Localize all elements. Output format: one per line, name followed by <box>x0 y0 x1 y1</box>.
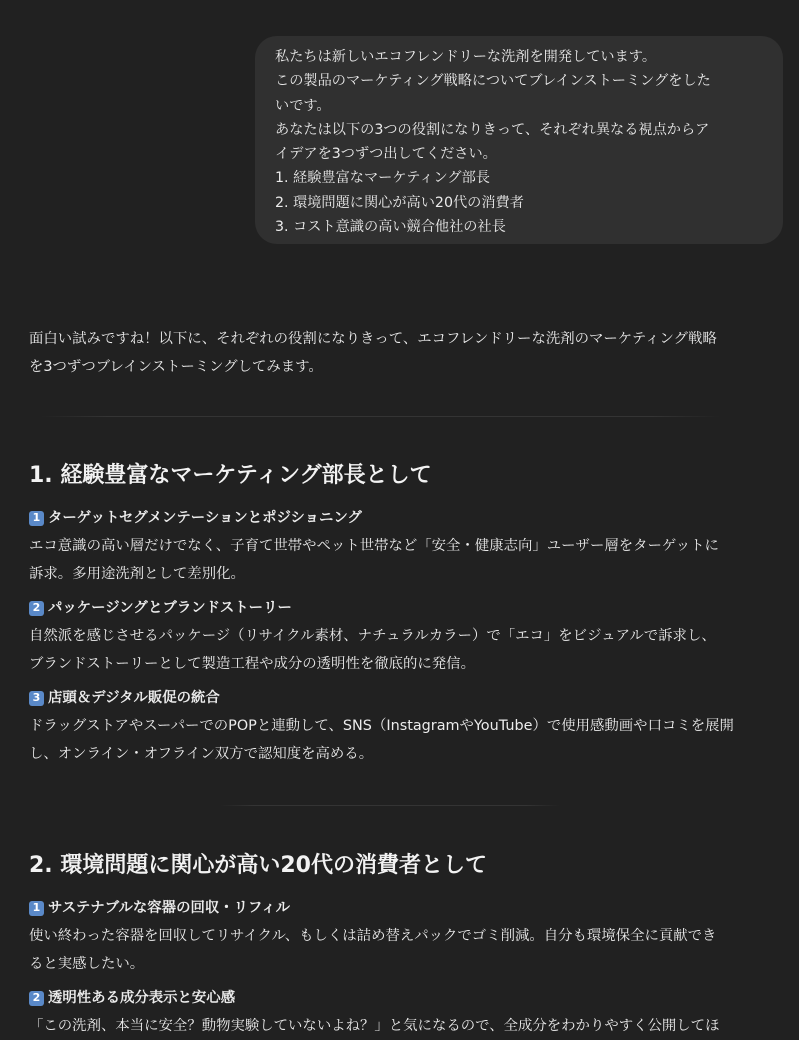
idea-body-line: ブランドストーリーとして製造工程や成分の透明性を徹底的に発信。 <box>29 656 475 672</box>
idea-body-line: エコ意識の高い層だけでなく、子育て世帯やペット世帯など「安全・健康志向」ユーザー層をターゲットに <box>29 538 719 554</box>
idea-body-line: 自然派を感じさせるパッケージ（リサイクル素材、ナチュラルカラー）で「エコ」をビジュアルで訴求し、 <box>29 628 716 644</box>
idea-title: 透明性ある成分表示と安心感 <box>48 990 236 1006</box>
idea-item <box>29 597 787 678</box>
idea-title: サステナブルな容器の回収・リフィル <box>48 900 291 916</box>
user-message-line: 3. コスト意識の高い競合他社の社長 <box>275 219 506 236</box>
assistant-message <box>29 325 787 381</box>
keycap-number-icon: 1 <box>29 511 44 526</box>
assistant-intro <box>29 325 787 381</box>
idea-body <box>29 622 787 678</box>
intro-line: を3つずつブレインストーミングしてみます。 <box>29 359 323 375</box>
idea-item <box>29 507 787 588</box>
user-message-line: あなたは以下の3つの役割になりきって、それぞれ異なる視点からア <box>275 121 710 138</box>
idea-item <box>29 687 787 768</box>
keycap-number-icon: 1 <box>29 901 44 916</box>
idea-item <box>29 897 787 978</box>
idea-item <box>29 987 787 1040</box>
idea-body-line: ドラッグストアやスーパーでのPOPと連動して、SNS（InstagramやYouTube）で使用感動画や口コミを展開 <box>29 718 734 734</box>
user-message-line: この製品のマーケティング戦略についてブレインストーミングをした <box>275 73 711 90</box>
idea-body-line: 訴求。多用途洗剤として差別化。 <box>29 566 245 582</box>
idea-body <box>29 712 787 768</box>
idea-title: 店頭＆デジタル販促の統合 <box>48 690 220 706</box>
idea-title: ターゲットセグメンテーションとポジショニング <box>48 510 362 526</box>
keycap-number-icon: 2 <box>29 601 44 616</box>
idea-body <box>29 922 787 978</box>
section-divider <box>40 416 720 417</box>
user-message-bubble <box>255 36 783 244</box>
user-message-line: 1. 経験豊富なマーケティング部長 <box>275 170 490 187</box>
section-divider <box>220 805 560 806</box>
section-heading-young-consumer: 2. 環境問題に関心が高い20代の消費者として <box>29 853 487 878</box>
idea-body <box>29 1012 787 1040</box>
idea-body-line: 「この洗剤、本当に安全？動物実験していないよね？」と気になるので、全成分をわかりやすく公開してほ <box>29 1018 720 1034</box>
idea-body <box>29 532 787 588</box>
section-heading-marketing-director: 1. 経験豊富なマーケティング部長として <box>29 463 432 488</box>
idea-body-line: 使い終わった容器を回収してリサイクル、もしくは詰め替えパックでゴミ削減。自分も環境保全に貢献でき <box>29 928 717 944</box>
user-message-line: いです。 <box>275 97 331 114</box>
keycap-number-icon: 2 <box>29 991 44 1006</box>
idea-body-line: し、オンライン・オフライン双方で認知度を高める。 <box>29 746 374 762</box>
user-message-line: 2. 環境問題に関心が高い20代の消費者 <box>275 194 524 211</box>
user-message-line: イデアを3つずつ出してください。 <box>275 146 497 163</box>
user-message-line: 私たちは新しいエコフレンドリーな洗剤を開発しています。 <box>275 49 657 65</box>
idea-body-line: ると実感したい。 <box>29 956 145 972</box>
keycap-number-icon: 3 <box>29 691 44 706</box>
idea-title: パッケージングとブランドストーリー <box>48 600 292 616</box>
intro-line: 面白い試みですね！以下に、それぞれの役割になりきって、エコフレンドリーな洗剤のマーケティング戦略 <box>29 331 717 347</box>
